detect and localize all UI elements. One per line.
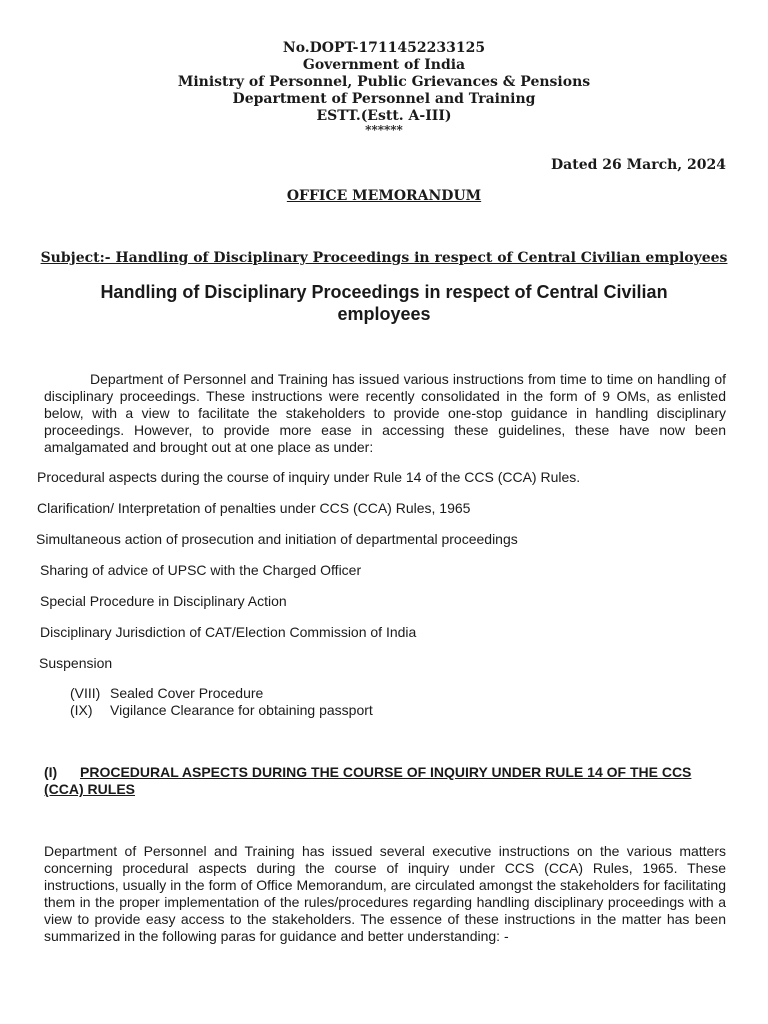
document-header [0, 40, 768, 135]
item-number: (VIII) [70, 685, 101, 701]
reference-number: No.DOPT-1711452233125 [282, 40, 486, 56]
list-item: Disciplinary Jurisdiction of CAT/Election Commission of India [40, 624, 417, 640]
department-name: Department of Personnel and Training [232, 91, 536, 107]
list-item [70, 702, 373, 719]
subject-line: Subject:- Handling of Disciplinary Proceedings in respect of Central Civilian employees [40, 250, 728, 266]
header-separator: ****** [365, 123, 403, 137]
item-text: Vigilance Clearance for obtaining passport [110, 702, 373, 718]
intro-paragraph: Department of Personnel and Training has issued various instructions from time to time on handling of disciplinary proceedings. These instructions were recently consolidated in the form of 9 OMs, as enlisted below, with a view to facilitate the stakeholders to provide one-stop guidance in handling disciplinary proceedings. However, to provide more ease in accessing these guidelines, these have now been amalgamated and brought out at one place as under: [44, 371, 726, 455]
list-item: Procedural aspects during the course of inquiry under Rule 14 of the CCS (CCA) Rules. [37, 469, 581, 485]
section-paragraph: Department of Personnel and Training has issued several executive instructions on the various matters concerning procedural aspects during the course of inquiry under CCS (CCA) Rules, 1965. These instructions, usually in the form of Office Memorandum, are circulated amongst the stakeholders for facilitating them in the proper implementation of the rules/procedures regarding handling disciplinary proceedings with a view to provide easy access to the stakeholders. The essence of these instructions in the matter has been summarized in the following paras for guidance and better understanding: - [44, 843, 726, 944]
ministry-name: Ministry of Personnel, Public Grievances & Pensions [177, 74, 591, 90]
item-number: (IX) [70, 702, 93, 718]
government-name: Government of India [302, 57, 466, 73]
document-title: Handling of Disciplinary Proceedings in respect of Central Civilian employees [100, 282, 668, 324]
numbered-list [70, 685, 373, 719]
memo-title: OFFICE MEMORANDUM [286, 188, 482, 204]
section-numeral: (I) [44, 764, 58, 780]
list-item: Suspension [39, 655, 113, 671]
list-item: Clarification/ Interpretation of penalties under CCS (CCA) Rules, 1965 [37, 500, 471, 516]
date-line: Dated 26 March, 2024 [551, 157, 726, 173]
item-text: Sealed Cover Procedure [110, 685, 264, 701]
section-heading [44, 764, 726, 798]
list-item: Sharing of advice of UPSC with the Charged Officer [40, 562, 362, 578]
section-heading-text: PROCEDURAL ASPECTS DURING THE COURSE OF INQUIRY UNDER RULE 14 OF THE CCS (CCA) RULES [44, 764, 692, 797]
list-item [70, 685, 373, 702]
section-name: ESTT.(Estt. A-III) [316, 108, 452, 124]
list-item: Simultaneous action of prosecution and initiation of departmental proceedings [36, 531, 518, 547]
list-item: Special Procedure in Disciplinary Action [40, 593, 287, 609]
